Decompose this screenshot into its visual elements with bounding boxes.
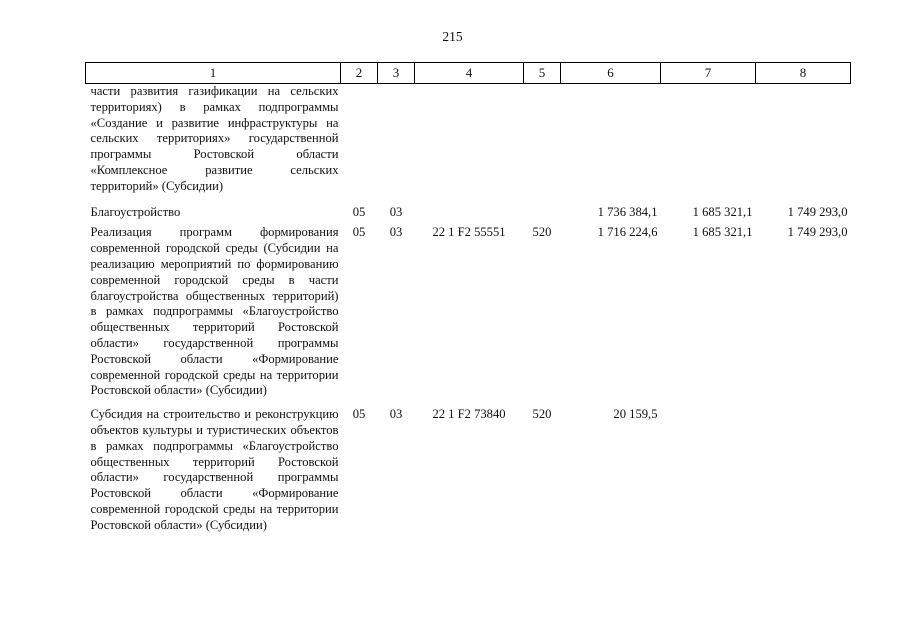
expense-type-code: 520	[532, 407, 552, 422]
subsection-code	[378, 84, 415, 199]
amount-col-8	[756, 84, 851, 199]
row-description: Благоустройство	[90, 204, 181, 219]
amount-col-7: 1 685 321,1	[692, 225, 753, 240]
amount-col-7: 1 685 321,1	[692, 204, 753, 219]
table-row	[86, 220, 851, 399]
target-article-code	[415, 199, 524, 221]
subsection-code: 03	[389, 204, 403, 219]
table-row	[86, 199, 851, 221]
column-header: 4	[415, 63, 524, 84]
target-article-code	[415, 84, 524, 199]
subsection-code: 03	[389, 225, 403, 240]
target-article-code: 22 1 F2 55551	[432, 225, 506, 240]
amount-col-8: 1 749 293,0	[787, 225, 848, 240]
amount-col-7	[661, 84, 756, 199]
target-article-code: 22 1 F2 73840	[432, 407, 506, 422]
section-code: 05	[352, 204, 366, 219]
section-code: 05	[352, 225, 366, 240]
column-header: 8	[756, 63, 851, 84]
column-header: 7	[661, 63, 756, 84]
section-code: 05	[352, 407, 366, 422]
row-description: части развития газификации на сельских территориях) в рамках подпрограммы «Создание и развитие инфраструктуры на сельских территориях» государственной программы Ростовской области «Комплексное развитие сельских территорий» (Субсидии)	[90, 84, 339, 193]
column-header: 2	[341, 63, 378, 84]
expense-type-code	[524, 84, 561, 199]
budget-table	[85, 62, 851, 534]
table-header-row	[86, 63, 851, 84]
amount-col-6: 20 159,5	[613, 407, 658, 422]
expense-type-code	[524, 199, 561, 221]
row-description: Субсидия на строительство и реконструкцию объектов культуры и туристических объектов в рамках подпрограммы «Благоустройство общественных территорий Ростовской области» государственной программы Ростовской области «Формирование современной городской среды на территории Ростовской области» (Субсидии)	[90, 407, 339, 532]
amount-col-6: 1 736 384,1	[597, 204, 658, 219]
amount-col-8	[756, 399, 851, 533]
expense-type-code: 520	[532, 225, 552, 240]
amount-col-6: 1 716 224,6	[597, 225, 658, 240]
page-number: 215	[442, 29, 463, 44]
section-code	[341, 84, 378, 199]
column-header: 3	[378, 63, 415, 84]
amount-col-7	[661, 399, 756, 533]
column-header: 5	[524, 63, 561, 84]
amount-col-6	[561, 84, 661, 199]
amount-col-8: 1 749 293,0	[787, 204, 848, 219]
row-description: Реализация программ формирования современной городской среды (Субсидии на реализацию мероприятий по формированию современной городской среды в части благоустройства общественных территорий) в рамках подпрограммы «Благоустройство общественных территорий Ростовской области» государственной программы Ростовской области «Формирование современной городской среды на территории Ростовской области» (Субсидии)	[90, 225, 339, 398]
table-row	[86, 84, 851, 199]
subsection-code: 03	[389, 407, 403, 422]
column-header: 1	[86, 63, 341, 84]
column-header: 6	[561, 63, 661, 84]
table-row	[86, 399, 851, 533]
